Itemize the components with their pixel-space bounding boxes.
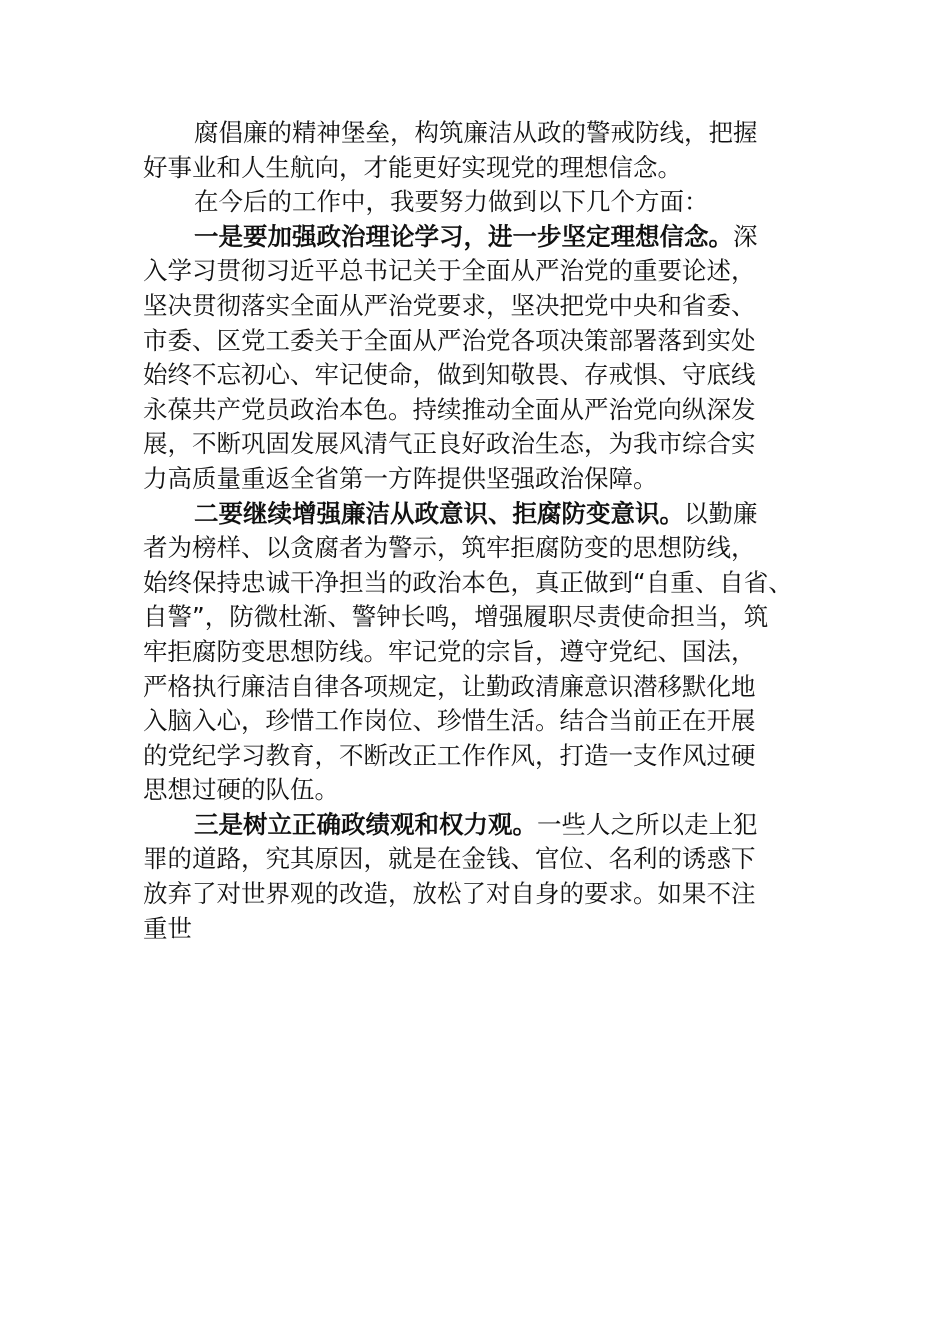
body-text: 重世	[143, 913, 192, 943]
bold-heading-text: 二要继续增强廉洁从政意识、拒腐防变意识。	[194, 498, 684, 528]
text-line	[143, 497, 807, 532]
body-text: 一些人之所以走上犯	[537, 809, 758, 839]
body-text: 罪的道路，究其原因，就是在金钱、官位、名利的诱惑下	[143, 844, 756, 874]
body-text: 牢拒腐防变思想防线。牢记党的宗旨，遵守党纪、国法，	[143, 636, 756, 666]
text-line	[143, 773, 807, 808]
text-line	[143, 912, 807, 947]
text-line	[143, 358, 807, 393]
body-text: 市委、区党工委关于全面从严治党各项决策部署落到实处	[143, 325, 756, 355]
body-text: 在今后的工作中，我要努力做到以下几个方面：	[194, 187, 709, 217]
text-line	[143, 739, 807, 774]
text-line	[143, 289, 807, 324]
body-text: 以勤廉	[684, 498, 758, 528]
body-text: 思想过硬的队伍。	[143, 775, 339, 805]
body-text: 者为榜样、以贪腐者为警示，筑牢拒腐防变的思想防线，	[143, 533, 756, 563]
body-text: 永葆共产党员政治本色。持续推动全面从严治党向纵深发	[143, 394, 756, 424]
text-line	[143, 704, 807, 739]
body-text: 始终不忘初心、牢记使命，做到知敬畏、存戒惧、守底线	[143, 360, 756, 390]
text-line	[143, 151, 807, 186]
body-text: 放弃了对世界观的改造，放松了对自身的要求。如果不注	[143, 879, 756, 909]
text-line	[143, 842, 807, 877]
text-line	[143, 254, 807, 289]
text-line	[143, 600, 807, 635]
text-line	[143, 670, 807, 705]
text-line	[143, 566, 807, 601]
text-line	[143, 324, 807, 359]
body-text: 始终保持忠诚干净担当的政治本色，真正做到“自重、自省、	[143, 567, 793, 597]
text-line	[143, 116, 807, 151]
document-body-text	[143, 116, 807, 946]
body-text: 坚决贯彻落实全面从严治党要求，坚决把党中央和省委、	[143, 290, 756, 320]
body-text: 入学习贯彻习近平总书记关于全面从严治党的重要论述，	[143, 256, 756, 286]
body-text: 严格执行廉洁自律各项规定，让勤政清廉意识潜移默化地	[143, 671, 756, 701]
text-line	[143, 635, 807, 670]
text-line	[143, 877, 807, 912]
text-line	[143, 393, 807, 428]
body-text: 展，不断巩固发展风清气正良好政治生态，为我市综合实	[143, 429, 756, 459]
bold-heading-text: 一是要加强政治理论学习，进一步坚定理想信念。	[194, 221, 733, 251]
text-line	[143, 808, 807, 843]
text-line	[143, 220, 807, 255]
body-text: 深	[733, 221, 758, 251]
bold-heading-text: 三是树立正确政绩观和权力观。	[194, 809, 537, 839]
text-line	[143, 427, 807, 462]
body-text: 自警”，防微杜渐、警钟长鸣，增强履职尽责使命担当，筑	[143, 602, 769, 632]
text-line	[143, 531, 807, 566]
text-line	[143, 185, 807, 220]
body-text: 的党纪学习教育，不断改正工作作风，打造一支作风过硬	[143, 740, 756, 770]
body-text: 力高质量重返全省第一方阵提供坚强政治保障。	[143, 463, 658, 493]
body-text: 好事业和人生航向，才能更好实现党的理想信念。	[143, 152, 682, 182]
body-text: 腐倡廉的精神堡垒，构筑廉洁从政的警戒防线，把握	[194, 118, 758, 147]
body-text: 入脑入心，珍惜工作岗位、珍惜生活。结合当前正在开展	[143, 706, 756, 736]
text-line	[143, 462, 807, 497]
